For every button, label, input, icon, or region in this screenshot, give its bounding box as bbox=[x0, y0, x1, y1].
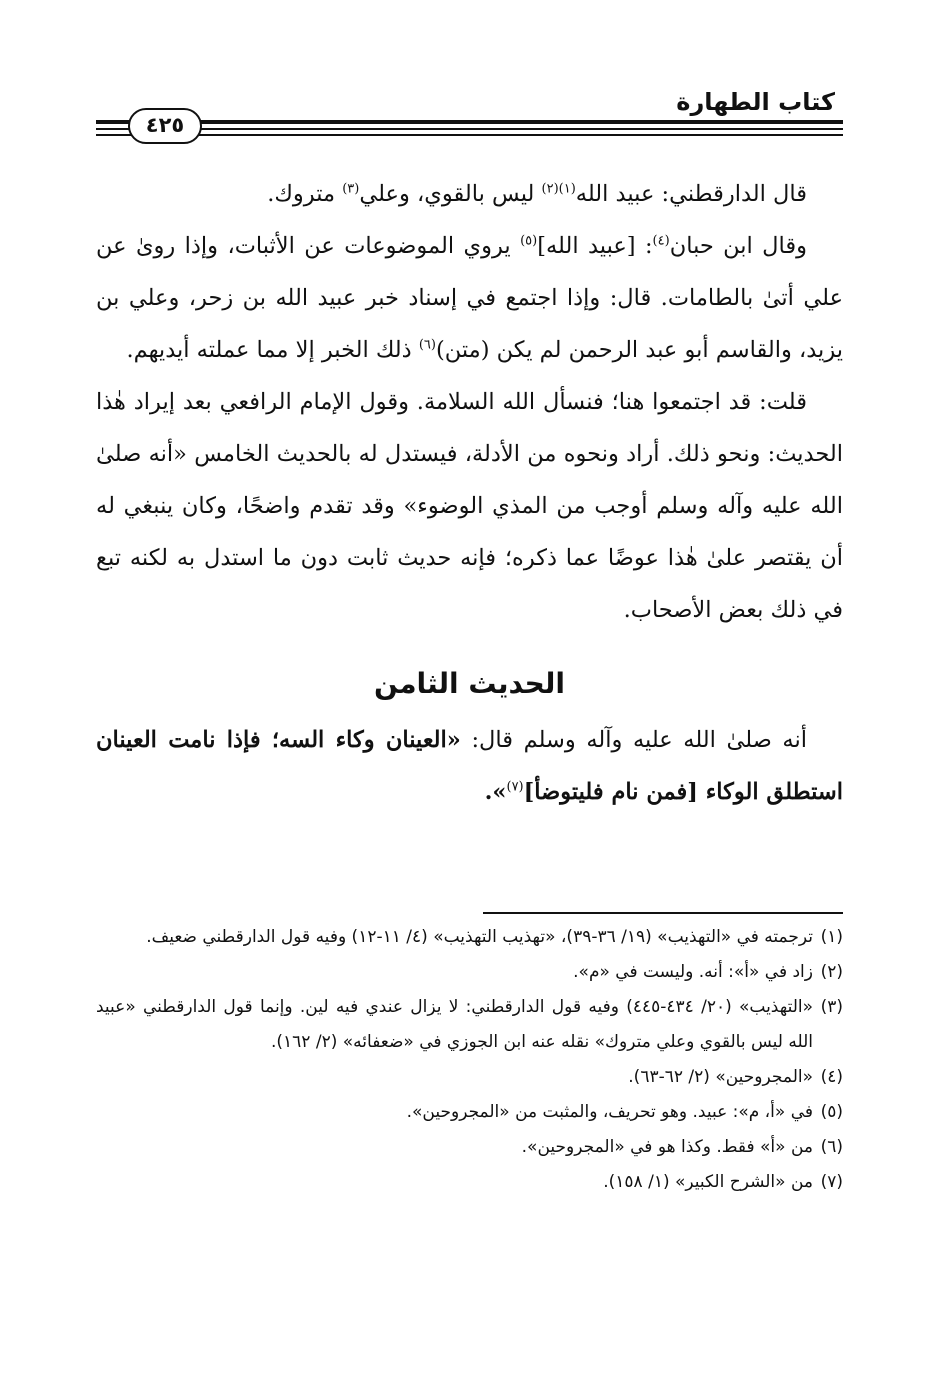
footnotes bbox=[96, 920, 843, 1200]
header-rule-thin-lower bbox=[96, 134, 843, 136]
paragraph-hadith bbox=[96, 714, 843, 818]
footnote-number: (٣) bbox=[820, 997, 843, 1017]
paragraph-daraqutni bbox=[96, 168, 843, 220]
footnote-text: من «الشرح الكبير» (١/ ١٥٨). bbox=[603, 1172, 813, 1192]
footnote-ref-2[interactable]: (٢) bbox=[541, 181, 559, 197]
footnote-ref-7[interactable]: (٧) bbox=[506, 779, 524, 795]
footnote-ref-6[interactable]: (٦) bbox=[418, 337, 436, 353]
running-title: كتاب الطهارة bbox=[676, 88, 835, 116]
text-run: وقال ابن حبان bbox=[669, 233, 808, 259]
hadith-quote: «العينان وكاء السه؛ فإذا نامت العينان استطلق الوكاء [فمن نام فليتوضأ] bbox=[96, 727, 843, 805]
footnote-number: (٦) bbox=[820, 1137, 843, 1157]
main-text bbox=[96, 168, 843, 818]
footnote-text: «التهذيب» (٢٠/ ٤٣٤-٤٤٥) وفيه قول الدارقطني: لا يزال عندي فيه لين. وإنما قول الدارقطني «عبيد الله ليس بالقوي وعلي متروك» نقله عنه ابن الجوزي في «ضعفائه» (٢/ ١٦٢). bbox=[96, 997, 814, 1052]
footnote-number: (٥) bbox=[820, 1102, 843, 1122]
footnote-text: زاد في «أ»: أنه. وليست في «م». bbox=[573, 962, 813, 982]
footnote-number: (١) bbox=[820, 927, 843, 947]
footnote-item bbox=[96, 1095, 843, 1130]
text-run: : [عبيد الله] bbox=[537, 233, 653, 259]
footnote-item bbox=[96, 955, 843, 990]
footnote-ref-3[interactable]: (٣) bbox=[342, 181, 360, 197]
text-run: متروك. bbox=[267, 181, 343, 207]
footnote-ref-4[interactable]: (٤) bbox=[652, 233, 670, 249]
paragraph-ibn-hibban bbox=[96, 220, 843, 376]
footnote-number: (٧) bbox=[820, 1172, 843, 1192]
footnote-item bbox=[96, 1130, 843, 1165]
footnote-text: ترجمته في «التهذيب» (١٩/ ٣٦-٣٩)، «تهذيب التهذيب» (٤/ ١١-١٢) وفيه قول الدارقطني ضعيف. bbox=[146, 927, 813, 947]
text-run: قال الدارقطني: عبيد الله bbox=[575, 181, 807, 207]
footnote-number: (٤) bbox=[820, 1067, 843, 1087]
footnote-text: «المجروحين» (٢/ ٦٢-٦٣). bbox=[628, 1067, 813, 1087]
footnote-ref-1[interactable]: (١) bbox=[558, 181, 576, 197]
header-rule-thick bbox=[96, 120, 843, 124]
footnote-item bbox=[96, 990, 843, 1060]
footnote-number: (٢) bbox=[820, 962, 843, 982]
text-run: أنه صلىٰ الله عليه وآله وسلم قال: bbox=[460, 727, 807, 753]
footnote-item bbox=[96, 1060, 843, 1095]
section-heading: الحديث الثامن bbox=[374, 667, 565, 700]
footnote-text: من «أ» فقط. وكذا هو في «المجروحين». bbox=[521, 1137, 813, 1157]
footnote-item bbox=[96, 1165, 843, 1200]
text-run: ». bbox=[484, 779, 507, 805]
footnote-text: في «أ، م»: عبيد. وهو تحريف، والمثبت من «المجروحين». bbox=[406, 1102, 813, 1122]
text-run: ذلك الخبر إلا مما عملته أيديهم. bbox=[126, 337, 419, 363]
header-rule-thin bbox=[96, 128, 843, 130]
text-run: ليس بالقوي، وعلي bbox=[359, 181, 542, 207]
paragraph-commentary: قلت: قد اجتمعوا هنا؛ فنسأل الله السلامة. وقول الإمام الرافعي بعد إيراد هٰذا الحديث: ونحو ذلك. أراد ونحوه من الأدلة، فيستدل له بالحديث الخامس «أنه صلىٰ الله عليه وآله وسلم أوجب من المذي الوضوء» وقد تقدم واضحًا، وكان ينبغي له أن يقتصر علىٰ هٰذا عوضًا عما ذكره؛ فإنه حديث ثابت دون ما استدل به لكنه تبع في ذلك بعض الأصحاب. bbox=[96, 389, 843, 623]
footnote-separator bbox=[483, 912, 843, 914]
footnote-item bbox=[96, 920, 843, 955]
text-run: يروي الموضوعات عن الأثبات، وإذا روىٰ عن علي أتىٰ بالطامات. قال: وإذا اجتمع في إسناد خبر عبيد الله بن زحر، وعلي بن يزيد، والقاسم أبو عبد الرحمن لم يكن (متن) bbox=[96, 233, 843, 363]
page-number: ٤٢٥ bbox=[128, 108, 202, 144]
footnote-ref-5[interactable]: (٥) bbox=[520, 233, 538, 249]
